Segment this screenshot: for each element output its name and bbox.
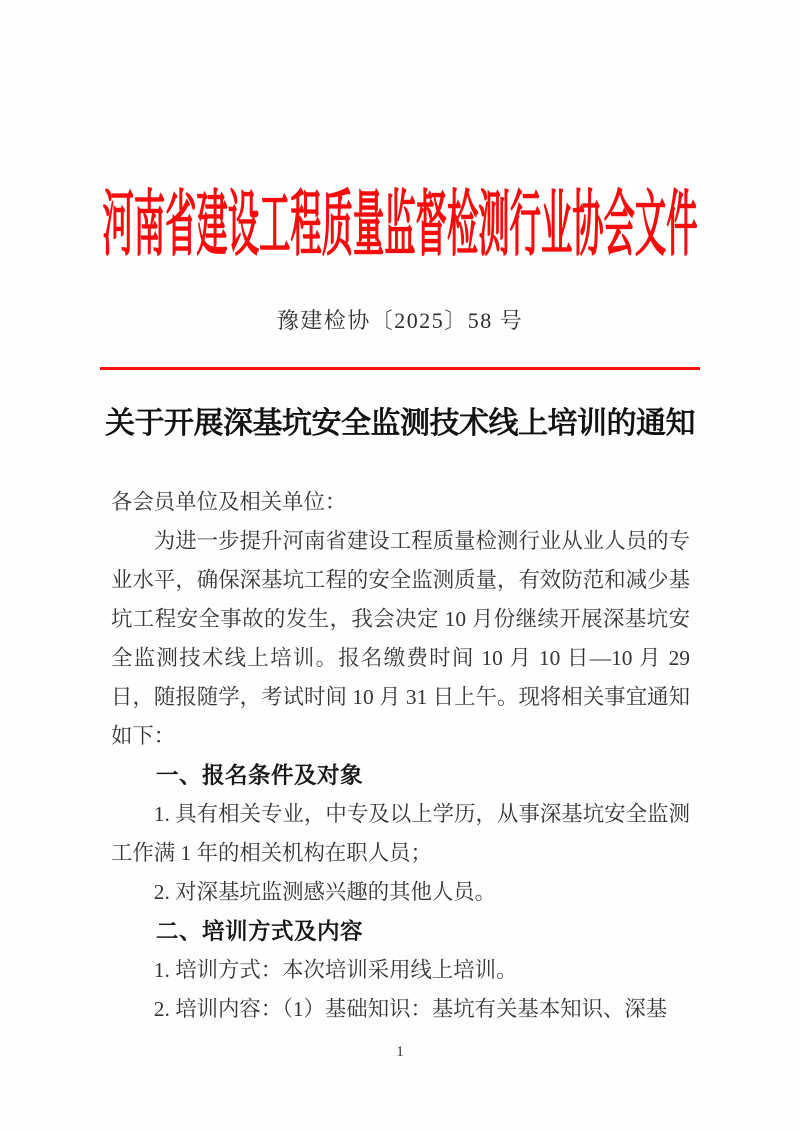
section-1-item-2: 2. 对深基坑监测感兴趣的其他人员。 (153, 880, 497, 904)
document-title: 关于开展深基坑安全监测技术线上培训的通知 (105, 407, 695, 440)
document-number: 豫建检协〔2025〕58 号 (276, 308, 524, 333)
page-number: 1 (396, 1044, 404, 1060)
section-1-item-1: 1. 具有相关专业，中专及以上学历，从事深基坑安全监测工作满 1 年的相关机构在职人员； (111, 802, 690, 865)
red-separator-line (100, 367, 700, 370)
salutation-line: 各会员单位及相关单位： (111, 490, 347, 514)
section-1-heading: 一、报名条件及对象 (156, 763, 364, 788)
section-2-item-2: 2. 培训内容：（1）基础知识：基坑有关基本知识、深基 (153, 997, 668, 1021)
section-2-heading: 二、培训方式及内容 (156, 919, 364, 944)
org-banner-text: 河南省建设工程质量监督检测行业协会文件 (102, 185, 698, 265)
section-2-item-1: 1. 培训方式：本次培训采用线上培训。 (153, 958, 518, 982)
document-body (111, 483, 690, 1029)
org-banner (0, 186, 800, 264)
intro-paragraph: 为进一步提升河南省建设工程质量检测行业从业人员的专业水平，确保深基坑工程的安全监测质量，有效防范和减少基坑工程安全事故的发生，我会决定 10 月份继续开展深基坑安全监测技术线上培训。报名缴费时间 10 月 10 日—10 月 29 日，随报随学，考试时间 10 月 31 日上午。现将相关事宜通知如下： (111, 529, 690, 748)
